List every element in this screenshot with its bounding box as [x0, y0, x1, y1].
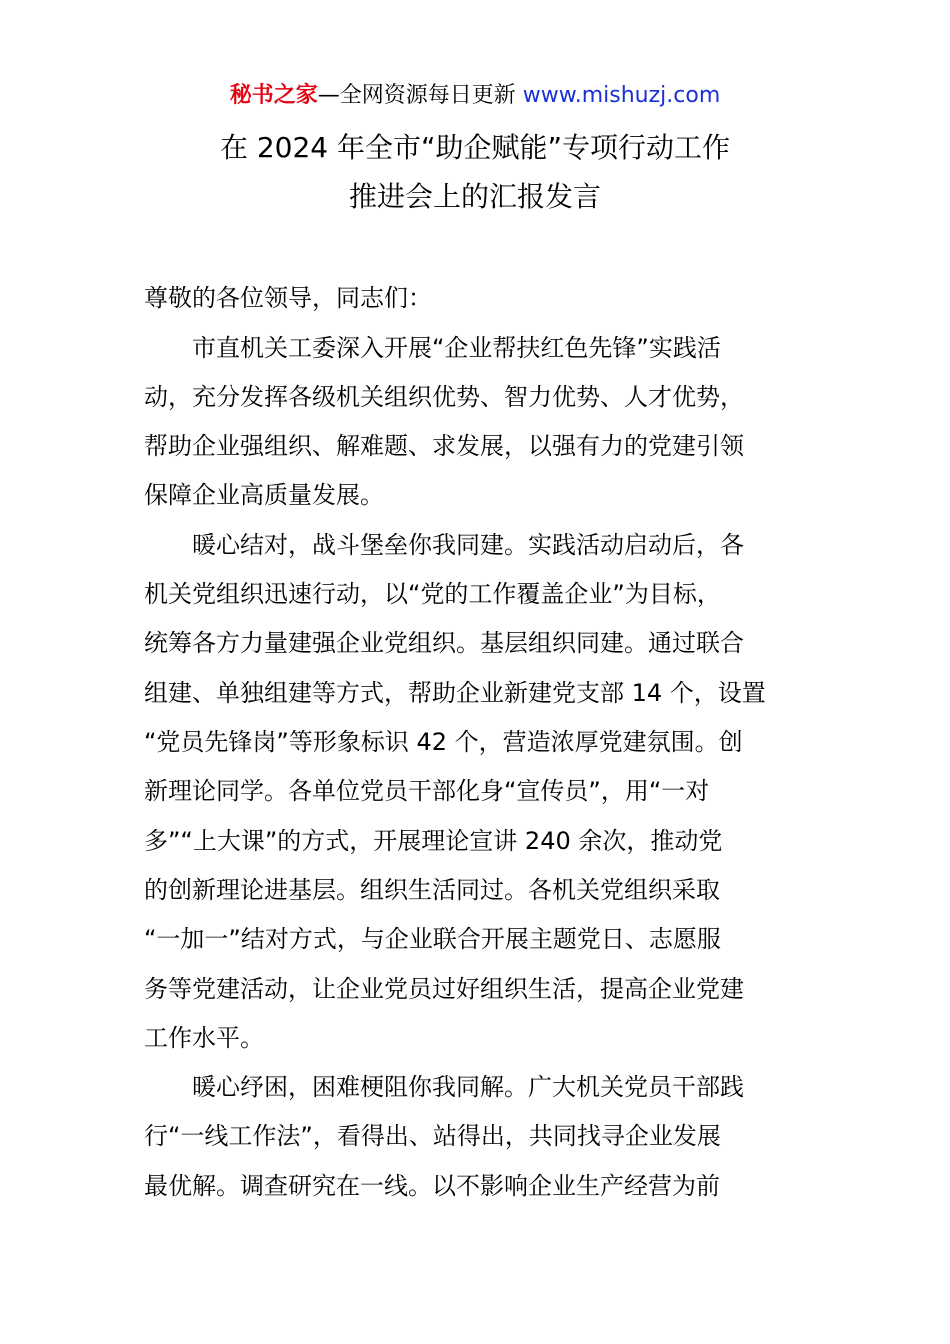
body-line: 保障企业高质量发展。: [144, 481, 384, 509]
body-line: 的创新理论进基层。组织生活同过。各机关党组织采取: [144, 876, 720, 904]
body-line: 机关党组织迅速行动，以“党的工作覆盖企业”为目标，: [144, 580, 721, 608]
body-line: 多”“上大课”的方式，开展理论宣讲 240 余次，推动党: [144, 827, 723, 855]
body-line: 组建、单独组建等方式，帮助企业新建党支部 14 个，设置: [144, 679, 766, 707]
body-line: 帮助企业强组织、解难题、求发展，以强有力的党建引领: [144, 432, 744, 460]
body-line: 最优解。调查研究在一线。以不影响企业生产经营为前: [144, 1172, 720, 1200]
body-line: 工作水平。: [144, 1024, 264, 1052]
body-line: 动，充分发挥各级机关组织优势、智力优势、人才优势，: [144, 383, 744, 411]
document-title-line-1: 在 2024 年全市“助企赋能”专项行动工作: [219, 131, 731, 164]
body-line: 统筹各方力量建强企业党组织。基层组织同建。通过联合: [144, 629, 744, 657]
body-line: 市直机关工委深入开展“企业帮扶红色先锋”实践活: [144, 334, 721, 362]
salutation-line: 尊敬的各位领导，同志们：: [144, 284, 432, 312]
body-line: 行“一线工作法”，看得出、站得出，共同找寻企业发展: [144, 1122, 721, 1150]
body-line: 暖心结对，战斗堡垒你我同建。实践活动启动后，各: [144, 531, 744, 559]
body-line: 暖心纾困，困难梗阻你我同解。广大机关党员干部践: [144, 1073, 744, 1101]
site-url[interactable]: www.mishuzj.com: [522, 83, 721, 108]
site-header: [0, 80, 950, 112]
site-brand: 秘书之家: [229, 83, 318, 108]
body-line: “一加一”结对方式，与企业联合开展主题党日、志愿服: [144, 925, 721, 953]
body-line: 新理论同学。各单位党员干部化身“宣传员”，用“一对: [144, 777, 710, 805]
document-title-line-2: 推进会上的汇报发言: [348, 180, 601, 213]
body-line: 务等党建活动，让企业党员过好组织生活，提高企业党建: [144, 975, 744, 1003]
site-tagline: —全网资源每日更新: [317, 83, 523, 108]
body-line: “党员先锋岗”等形象标识 42 个，营造浓厚党建氛围。创: [144, 728, 743, 756]
